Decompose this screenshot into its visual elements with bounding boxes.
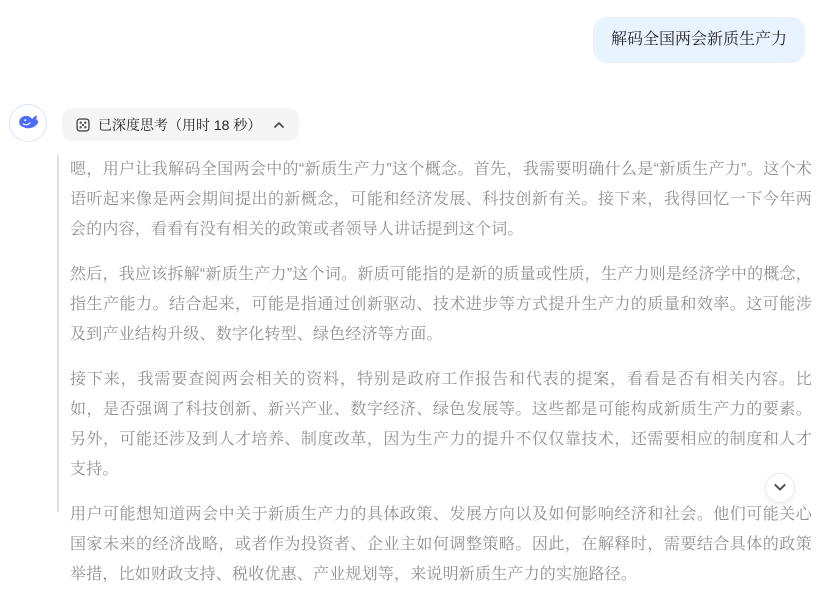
user-message-bubble: 解码全国两会新质生产力 [593, 17, 805, 63]
deepthink-icon [76, 118, 90, 132]
thinking-paragraph: 嗯，用户让我解码全国两会中的“新质生产力”这个概念。首先，我需要明确什么是“新质生产力”。这个术语听起来像是两会期间提出的新概念，可能和经济发展、科技创新有关。接下来，我得回忆一下今年两会的内容，看看有没有相关的政策或者领导人讲话提到这个词。 [70, 161, 812, 238]
thinking-paragraph: 然后，我应该拆解“新质生产力”这个词。新质可能指的是新的质量或性质，生产力则是经济学中的概念，指生产能力。结合起来，可能是指通过创新驱动、技术进步等方式提升生产力的质量和效率。这可能涉及到产业结构升级、数字化转型、绿色经济等方面。 [70, 266, 812, 343]
chevron-up-icon [273, 119, 285, 131]
user-message-row [593, 17, 805, 63]
avatar [9, 104, 47, 142]
deep-thought-label: 已深度思考（用时 18 秒） [98, 116, 262, 133]
deepseek-whale-icon [16, 109, 40, 138]
thinking-content [57, 155, 812, 583]
thinking-paragraph: 用户可能想知道两会中关于新质生产力的具体政策、发展方向以及如何影响经济和社会。他们可能关心国家未来的经济战略，或者作为投资者、企业主如何调整策略。因此，在解释时，需要结合具体的政策举措，比如财政支持、税收优惠、产业规划等，来说明新质生产力的实施路径。 [70, 506, 812, 583]
scroll-to-bottom-button[interactable] [765, 473, 795, 503]
deep-thought-toggle[interactable] [62, 108, 299, 141]
chevron-down-icon [773, 480, 787, 497]
thinking-paragraph: 接下来，我需要查阅两会相关的资料，特别是政府工作报告和代表的提案，看看是否有相关内容。比如，是否强调了科技创新、新兴产业、数字经济、绿色发展等。这些都是可能构成新质生产力的要素。另外，可能还涉及到人才培养、制度改革，因为生产力的提升不仅仅靠技术，还需要相应的制度和人才支持。 [70, 371, 812, 478]
